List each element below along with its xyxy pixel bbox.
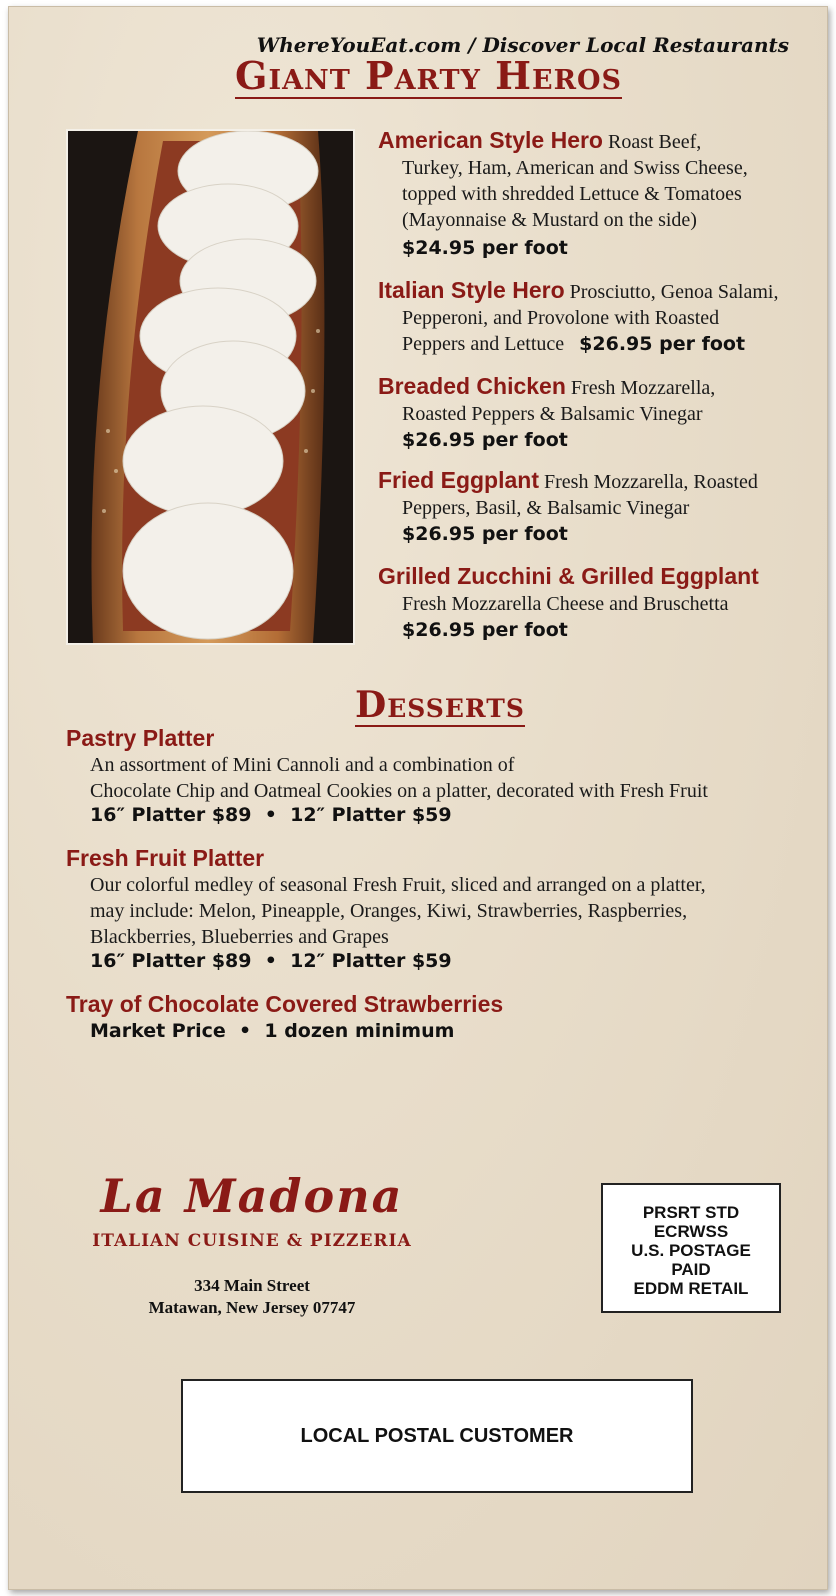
item-description-line: Prosciutto, Genoa Salami, bbox=[569, 281, 779, 303]
item-description-line: Peppers and Lettuce bbox=[402, 333, 565, 355]
postage-line: PAID bbox=[671, 1260, 711, 1279]
item-description-line: Roast Beef, bbox=[607, 131, 702, 153]
item-price: $26.95 per foot bbox=[579, 333, 746, 355]
item-name: Fresh Fruit Platter bbox=[66, 845, 265, 871]
menu-item-italian-style-hero bbox=[378, 277, 828, 357]
restaurant-brand bbox=[87, 1169, 417, 1319]
mailing-address-box: LOCAL POSTAL CUSTOMER bbox=[181, 1379, 693, 1493]
item-description-line: Fresh Mozzarella, bbox=[570, 377, 716, 399]
postage-line: PRSRT STD bbox=[642, 1203, 740, 1222]
item-description-line: Fresh Mozzarella, Roasted bbox=[544, 471, 758, 493]
heros-title: Giant Party Heros bbox=[235, 53, 623, 98]
menu-item-fresh-fruit-platter bbox=[66, 845, 826, 972]
item-description-line: Roasted Peppers & Balsamic Vinegar bbox=[402, 403, 703, 425]
item-name: Pastry Platter bbox=[66, 725, 215, 751]
item-name: American Style Hero bbox=[378, 127, 603, 153]
item-price: Market Price • 1 dozen minimum bbox=[90, 1020, 455, 1042]
item-description-line: Our colorful medley of seasonal Fresh Fruit, sliced and arranged on a platter, bbox=[90, 874, 706, 896]
item-name: Italian Style Hero bbox=[378, 277, 565, 303]
restaurant-subtitle: ITALIAN CUISINE & PIZZERIA bbox=[92, 1231, 412, 1251]
menu-item-chocolate-strawberries bbox=[66, 991, 826, 1042]
menu-item-american-style-hero bbox=[378, 127, 828, 261]
item-description-line: (Mayonnaise & Mustard on the side) bbox=[402, 209, 697, 231]
menu-item-grilled-zucchini-eggplant bbox=[378, 563, 828, 643]
menu-page bbox=[8, 6, 828, 1590]
item-name: Breaded Chicken bbox=[378, 373, 566, 399]
postage-line: ECRWSS bbox=[653, 1222, 729, 1241]
postage-line: U.S. POSTAGE bbox=[631, 1241, 751, 1260]
watermark: WhereYouEat.com / Discover Local Restaurants bbox=[256, 33, 789, 57]
item-name: Fried Eggplant bbox=[378, 467, 539, 493]
address-city: Matawan, New Jersey 07747 bbox=[148, 1298, 356, 1317]
item-description-line: Turkey, Ham, American and Swiss Cheese, bbox=[402, 157, 748, 179]
address-street: 334 Main Street bbox=[194, 1276, 310, 1295]
postage-indicia bbox=[601, 1183, 781, 1313]
menu-item-pastry-platter bbox=[66, 725, 826, 826]
restaurant-logo-name: La Madona bbox=[100, 1169, 404, 1223]
item-price: $26.95 per foot bbox=[402, 523, 568, 545]
menu-item-fried-eggplant bbox=[378, 467, 828, 547]
item-description-line: Chocolate Chip and Oatmeal Cookies on a platter, decorated with Fresh Fruit bbox=[90, 780, 708, 802]
hero-sandwich-photo bbox=[66, 129, 355, 645]
item-description-line: Pepperoni, and Provolone with Roasted bbox=[402, 307, 720, 329]
item-price: $26.95 per foot bbox=[402, 619, 568, 641]
item-description-line: Blackberries, Blueberries and Grapes bbox=[90, 926, 389, 948]
menu-item-breaded-chicken bbox=[378, 373, 828, 453]
item-name: Tray of Chocolate Covered Strawberries bbox=[66, 991, 504, 1017]
desserts-title: Desserts bbox=[355, 684, 525, 726]
item-price: 16″ Platter $89 • 12″ Platter $59 bbox=[90, 804, 452, 826]
item-name: Grilled Zucchini & Grilled Eggplant bbox=[378, 563, 759, 589]
item-description-line: may include: Melon, Pineapple, Oranges, Kiwi, Strawberries, Raspberries, bbox=[90, 900, 688, 922]
item-description-line: topped with shredded Lettuce & Tomatoes bbox=[402, 183, 742, 205]
postage-line: EDDM RETAIL bbox=[633, 1279, 749, 1298]
item-description-line: An assortment of Mini Cannoli and a combination of bbox=[90, 754, 515, 776]
item-price: $26.95 per foot bbox=[402, 429, 568, 451]
item-price: 16″ Platter $89 • 12″ Platter $59 bbox=[90, 950, 452, 972]
item-price: $24.95 per foot bbox=[402, 237, 568, 259]
item-description-line: Peppers, Basil, & Balsamic Vinegar bbox=[402, 497, 690, 519]
item-description-line: Fresh Mozzarella Cheese and Bruschetta bbox=[402, 593, 729, 615]
